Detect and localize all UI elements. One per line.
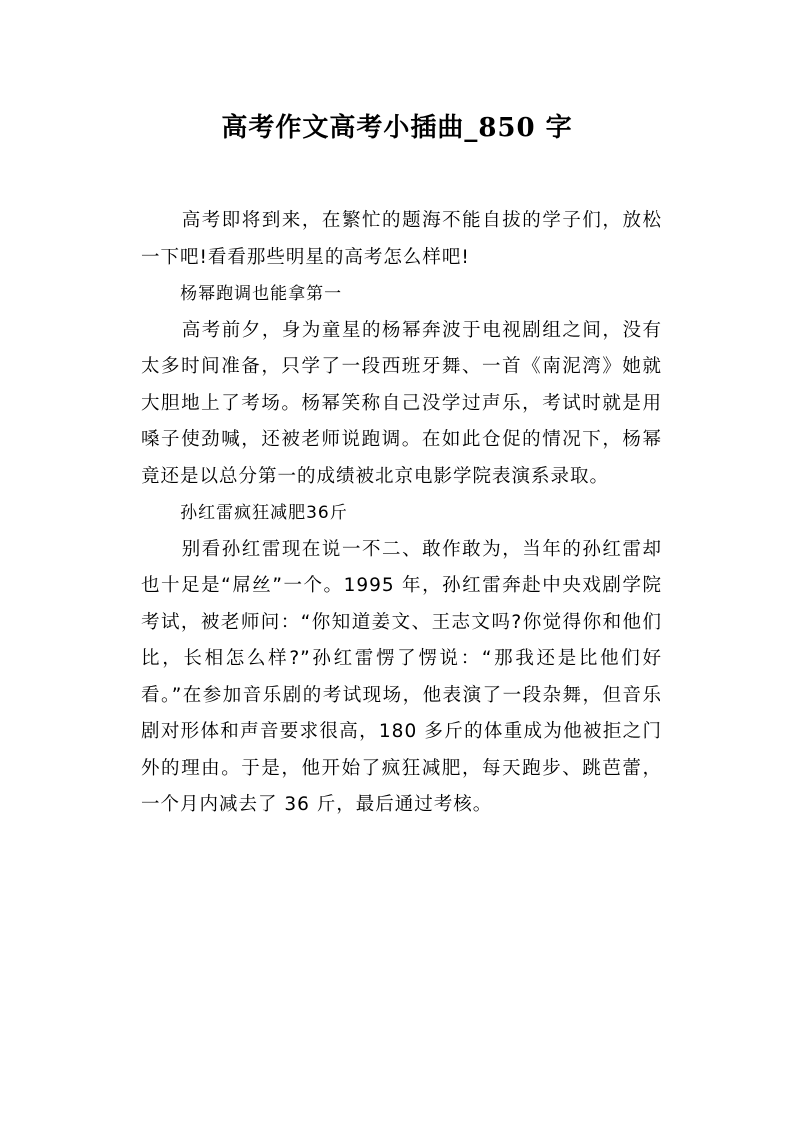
section-heading-sun-honglei: 孙红雷疯狂减肥36斤: [180, 503, 348, 523]
sun-honglei-paragraph: 别看孙红雷现在说一不二、敢作敢为，当年的孙红雷却也十足是“屌丝”一个。1995 年，孙红雷奔赴中央戏剧学院考试，被老师问：“你知道姜文、王志文吗?你觉得你和他们比，长相怎么样?”孙红雷愣了愣说：“那我还是比他们好看。”在参加音乐剧的考试现场，他表演了一段杂舞，但音乐剧对形体和声音要求很高，180 多斤的体重成为他被拒之门外的理由。于是，他开始了疯狂减肥，每天跑步、跳芭蕾，一个月内减去了 36 斤，最后通过考核。: [141, 538, 662, 815]
yang-mi-paragraph: 高考前夕，身为童星的杨幂奔波于电视剧组之间，没有太多时间准备，只学了一段西班牙舞、一首《南泥湾》她就大胆地上了考场。杨幂笑称自己没学过声乐，考试时就是用嗓子使劲喊，还被老师说跑调。在如此仓促的情况下，杨幂竟还是以总分第一的成绩被北京电影学院表演系录取。: [141, 319, 662, 487]
document-body: [141, 203, 662, 824]
document-title: 高考作文高考小插曲_850 字: [221, 113, 573, 143]
section-heading-yang-mi: 杨幂跑调也能拿第一: [180, 284, 343, 304]
intro-paragraph: 高考即将到来，在繁忙的题海不能自拔的学子们，放松一下吧!看看那些明星的高考怎么样吧!: [141, 210, 662, 268]
